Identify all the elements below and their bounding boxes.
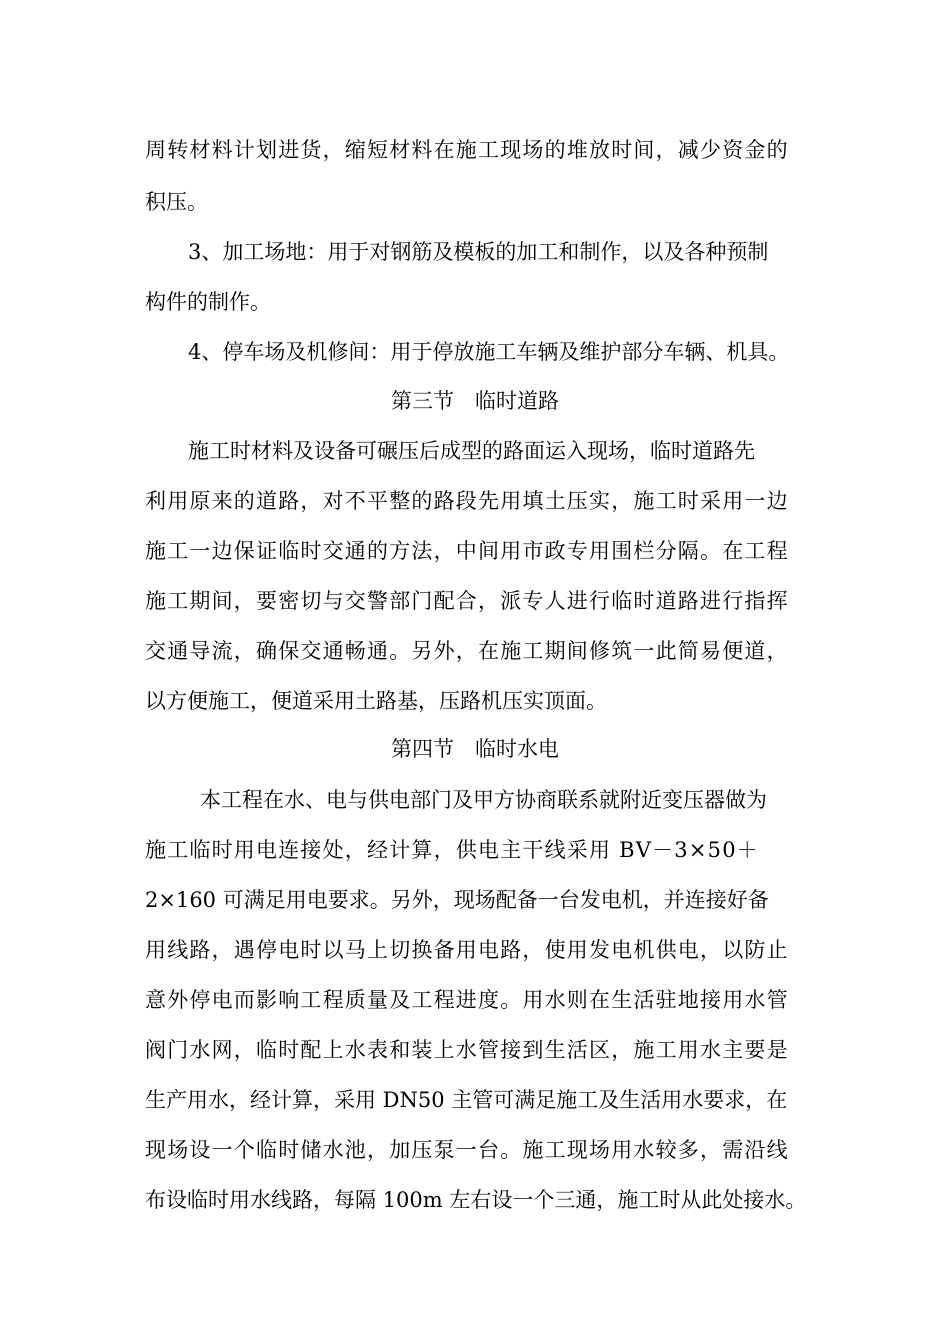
paragraph-line: 4、停车场及机修间：用于停放施工车辆及维护部分车辆、机具。 — [188, 340, 790, 364]
paragraph-line: 利用原来的道路，对不平整的路段先用填土压实，施工时采用一边 — [145, 489, 789, 513]
paragraph-line: 施工临时用电连接处，经计算，供电主干线采用 BV－3×50＋ — [145, 838, 759, 862]
paragraph-line: 构件的制作。 — [145, 290, 271, 314]
paragraph-line: 施工时材料及设备可碾压后成型的路面运入现场，临时道路先 — [188, 439, 755, 463]
paragraph-line: 以方便施工，便道采用土路基，压路机压实顶面。 — [145, 689, 607, 713]
paragraph-line: 周转材料计划进货，缩短材料在施工现场的堆放时间，减少资金的 — [145, 138, 789, 162]
paragraph-line: 生产用水，经计算，采用 DN50 主管可满足施工及生活用水要求，在 — [145, 1088, 788, 1112]
paragraph-line: 施工期间，要密切与交警部门配合，派专人进行临时道路进行指挥 — [145, 589, 789, 613]
paragraph-line: 用线路，遇停电时以马上切换备用电路，使用发电机供电，以防止 — [145, 938, 789, 962]
paragraph-line: 施工一边保证临时交通的方法，中间用市政专用围栏分隔。在工程 — [145, 539, 789, 563]
paragraph-line: 2×160 可满足用电要求。另外，现场配备一台发电机，并连接好备 — [145, 888, 769, 912]
paragraph-line: 阀门水网，临时配上水表和装上水管接到生活区，施工用水主要是 — [145, 1038, 789, 1062]
paragraph-line: 积压。 — [145, 190, 208, 214]
section-heading: 第三节 临时道路 — [391, 389, 559, 413]
paragraph-line: 交通导流，确保交通畅通。另外，在施工期间修筑一此简易便道， — [145, 639, 789, 663]
paragraph-line: 3、加工场地：用于对钢筋及模板的加工和制作，以及各种预制 — [188, 240, 769, 264]
paragraph-line: 现场设一个临时储水池，加压泵一台。施工现场用水较多，需沿线 — [145, 1138, 789, 1162]
section-heading: 第四节 临时水电 — [391, 737, 559, 761]
paragraph-line: 意外停电而影响工程质量及工程进度。用水则在生活驻地接用水管 — [145, 988, 789, 1012]
paragraph-line: 本工程在水、电与供电部门及甲方协商联系就附近变压器做为 — [200, 788, 767, 812]
paragraph-line: 布设临时用水线路，每隔 100m 左右设一个三通，施工时从此处接水。 — [145, 1188, 807, 1212]
